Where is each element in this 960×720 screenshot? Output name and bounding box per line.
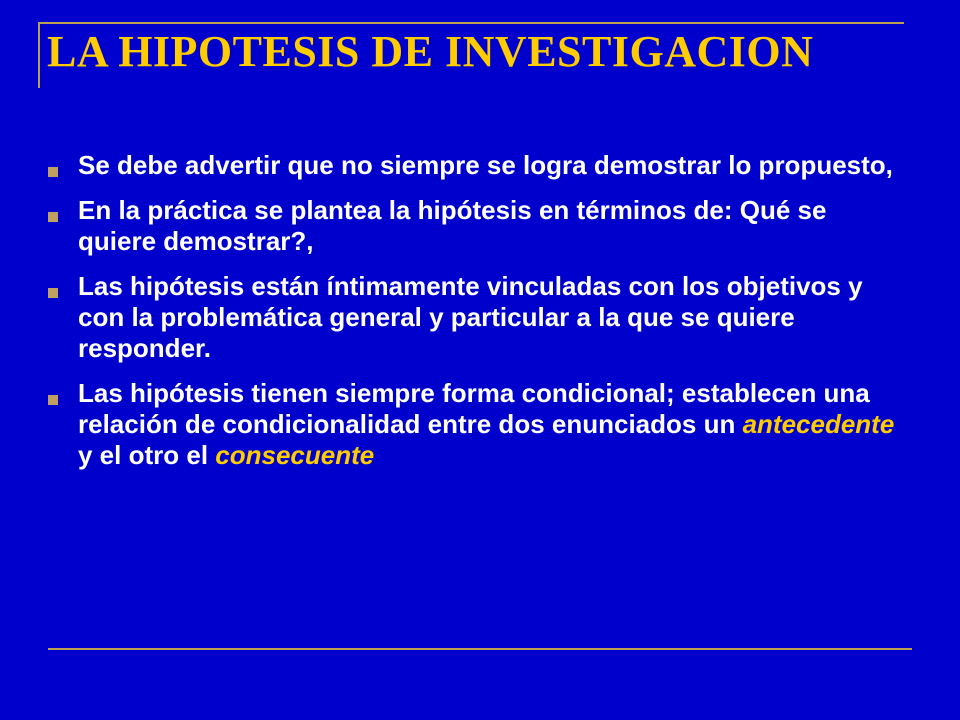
square-bullet-icon [48, 212, 58, 222]
highlight-antecedente: antecedente [742, 409, 895, 439]
square-bullet-icon [48, 395, 58, 405]
bullet-text: En la práctica se plantea la hipótesis en términos de: Qué se quiere demostrar?, [78, 195, 827, 256]
bullet-text: Se debe advertir que no siempre se logra demostrar lo propuesto, [78, 150, 893, 180]
bullet-item [46, 195, 896, 257]
square-bullet-icon [48, 167, 58, 177]
bullet-item [46, 378, 896, 471]
bullet-text-before: Las hipótesis tienen siempre forma condicional; establecen una relación de condicionalidad entre dos enunciados un [78, 378, 870, 439]
title-left-rule [38, 22, 40, 88]
bullet-item [46, 150, 896, 181]
slide-title: LA HIPOTESIS DE INVESTIGACION [47, 27, 814, 76]
square-bullet-icon [48, 288, 58, 298]
bullet-list [46, 150, 896, 485]
highlight-consecuente: consecuente [215, 440, 375, 470]
bullet-text: Las hipótesis están íntimamente vinculadas con los objetivos y con la problemática general y particular a la que se quiere responder. [78, 271, 863, 363]
bullet-item [46, 271, 896, 364]
bottom-rule [48, 648, 912, 650]
bullet-text-middle: y el otro el [78, 440, 216, 470]
